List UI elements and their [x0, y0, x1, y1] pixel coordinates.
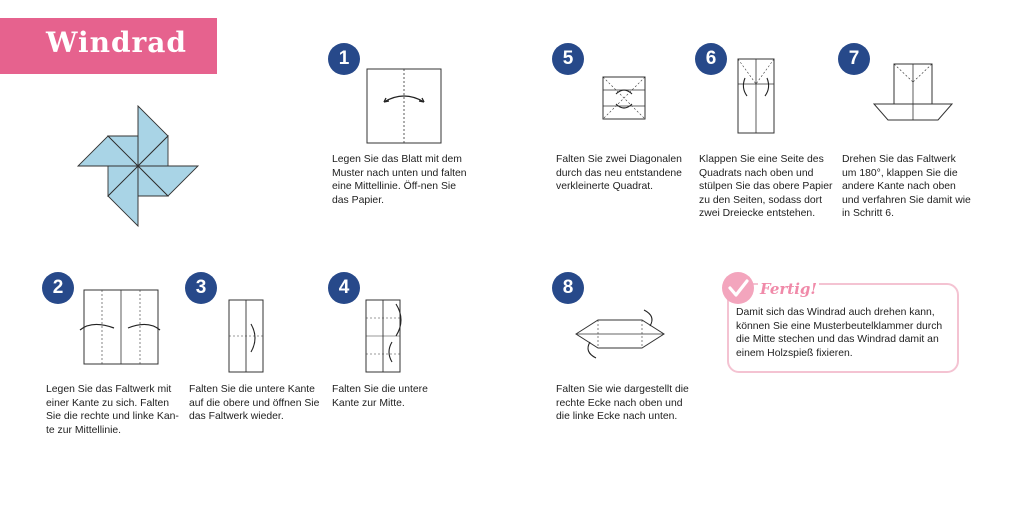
step-1-diagram [364, 66, 444, 146]
step-8-text: Falten Sie wie dargestellt die rechte Ecke nach oben und die linke Ecke nach unten. [556, 384, 689, 423]
finish-label: Fertig! [760, 280, 817, 298]
step-5-number: 5 [552, 43, 584, 75]
step-6-number: 6 [695, 43, 727, 75]
step-4-diagram [362, 296, 408, 376]
step-7-diagram [872, 60, 954, 126]
step-6-text: Klappen Sie eine Seite des Quadrats nach oben und stülpen Sie das obere Papier zu den Seiten, sodass dort zwei Dreiecke entstehen. [699, 154, 833, 220]
step-1-text: Legen Sie das Blatt mit dem Muster nach unten und falten eine Mittellinie. Öff-nen Sie das Papier. [332, 154, 467, 206]
step-4-number: 4 [328, 272, 360, 304]
step-5-diagram [600, 74, 648, 122]
step-7-text: Drehen Sie das Faltwerk um 180°, klappen Sie die andere Kante nach oben und verfahren Sie damit wie in Schritt 6. [842, 154, 971, 220]
pinwheel-illustration [72, 100, 204, 232]
step-5-text: Falten Sie zwei Diagonalen durch das neu entstandene verkleinerte Quadrat. [556, 154, 682, 193]
step-1-number: 1 [328, 43, 360, 75]
step-4-text: Falten Sie die untere Kante zur Mitte. [332, 384, 428, 409]
finish-text: Damit sich das Windrad auch drehen kann, können Sie eine Musterbeutelklammer durch die Mitte stechen und das Windrad damit an einem Holzspieß fixieren. [736, 307, 943, 359]
step-3-text: Falten Sie die untere Kante auf die obere und öffnen Sie das Faltwerk wieder. [189, 384, 320, 423]
step-2-number: 2 [42, 272, 74, 304]
step-3-number: 3 [185, 272, 217, 304]
checkmark-icon [722, 272, 754, 304]
step-8-number: 8 [552, 272, 584, 304]
step-6-diagram [735, 56, 777, 136]
step-3-diagram [225, 296, 267, 376]
step-2-text: Legen Sie das Faltwerk mit einer Kante zu sich. Falten Sie die rechte und linke Kan-te zur Mittellinie. [46, 384, 179, 436]
step-7-number: 7 [838, 43, 870, 75]
step-8-diagram [572, 306, 668, 362]
step-2-diagram [78, 286, 162, 366]
page-title: Windrad [46, 26, 187, 59]
